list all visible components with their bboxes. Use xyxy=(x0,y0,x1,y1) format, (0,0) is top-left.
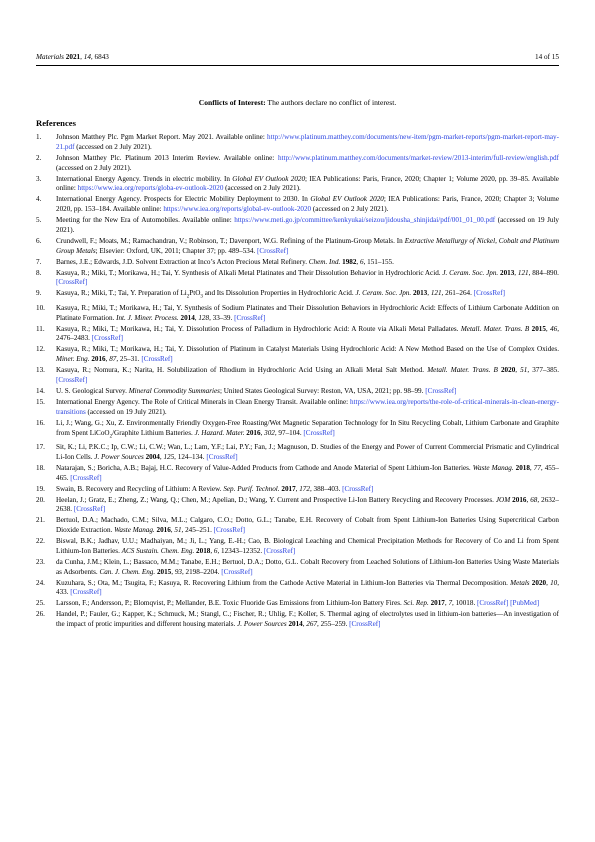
reference-url-link[interactable]: https://www.iea.org/reports/global-ev-outlook-2020 xyxy=(163,205,312,214)
crossref-link[interactable]: [CrossRef] xyxy=(206,452,238,461)
reference-item xyxy=(36,154,559,174)
reference-text: , xyxy=(356,257,360,266)
reference-text: , xyxy=(302,620,307,629)
reference-text: Johnson Matthey Plc. Platinum 2013 Interim Review. Available online: xyxy=(56,153,278,162)
references-heading: References xyxy=(36,118,76,128)
reference-italic-text: Miner. Eng. xyxy=(56,355,90,364)
reference-number: 12. xyxy=(36,345,45,354)
reference-text: Kasuya, R.; Nomura, K.; Narita, H. Solubilization of Rhodium in Hydrochloric Acid Using an Alkali Metal Salt Method. xyxy=(56,366,428,375)
reference-italic-text: J. Ceram. Soc. Jpn. xyxy=(442,268,499,277)
crossref-link[interactable]: [CrossRef] xyxy=(70,588,102,597)
reference-text: , 433. xyxy=(56,578,559,597)
reference-text: , 151–155. xyxy=(363,257,394,266)
reference-item xyxy=(36,325,559,345)
reference-italic-text: 46 xyxy=(550,324,558,333)
reference-text: , xyxy=(515,366,521,375)
reference-item xyxy=(36,599,559,609)
reference-text: Crundwell, F.; Moats, M.; Ramachandran, V.; Robinson, T.; Davenport, W.G. Refining of the Platinum-Group Metals. In xyxy=(56,236,405,245)
reference-item xyxy=(36,537,559,557)
reference-number: 14. xyxy=(36,386,45,395)
reference-item xyxy=(36,485,559,495)
journal-citation: Materials 2021, 14, 6843 xyxy=(36,53,109,61)
reference-number: 22. xyxy=(36,537,45,546)
crossref-link[interactable]: [PubMed] xyxy=(510,599,540,608)
reference-text: da Cunha, J.M.; Klein, L.; Bassaco, M.M.; Tanabe, E.H.; Bertuol, D.A.; Dotto, G.L. Cobalt Recovery from Leached Solutions of Lithium-Ion Batteries Using Waste Materials as Adsorbents. xyxy=(56,557,559,576)
reference-number: 8. xyxy=(36,268,42,277)
reference-list xyxy=(36,133,559,631)
crossref-link[interactable]: [CrossRef] xyxy=(213,526,245,535)
reference-number: 9. xyxy=(36,289,42,298)
header-divider xyxy=(36,65,559,66)
reference-italic-text: Int. J. Miner. Process. xyxy=(116,313,179,322)
reference-italic-text: 10 xyxy=(550,578,558,587)
reference-year: 2016 xyxy=(246,428,261,437)
reference-number: 26. xyxy=(36,610,45,619)
crossref-link[interactable]: [CrossRef] xyxy=(256,246,289,255)
reference-number: 15. xyxy=(36,397,45,406)
reference-text: , 377–385. xyxy=(527,366,559,375)
reference-number: 6. xyxy=(36,236,42,245)
reference-text: ; Elsevier: Oxford, UK, 2011; Chapter 37; pp. 489–534. xyxy=(95,246,257,255)
reference-year: 2016 xyxy=(512,495,527,504)
reference-text: U. S. Geological Survey. xyxy=(56,386,129,395)
reference-italic-text: ACS Sustain. Chem. Eng. xyxy=(121,546,195,555)
reference-italic-text: Waste Manag. xyxy=(114,526,155,535)
reference-italic-text: 93 xyxy=(174,567,182,576)
reference-text: , xyxy=(427,289,431,298)
crossref-link[interactable]: [CrossRef] xyxy=(56,376,88,384)
reference-italic-text: 7 xyxy=(448,599,453,608)
running-header xyxy=(36,53,559,65)
reference-year: 2015 xyxy=(531,324,546,333)
reference-italic-text: Metals xyxy=(510,578,530,587)
reference-text: Kasuya, R.; Miki, T.; Morikawa, H.; Tai, Y. Synthesis of Alkali Metal Platinates and Their Dissolution Behavior in Hydrochloric Acid. xyxy=(56,268,443,277)
reference-item xyxy=(36,269,559,289)
reference-text: Heelan, J.; Gratz, E.; Zheng, Z.; Wang, Q.; Chen, M.; Apelian, D.; Wang, Y. Current and Prospective Li-Ion Battery Recycling and Recovery Processes. xyxy=(56,495,496,504)
reference-year: 2015 xyxy=(156,567,172,576)
reference-number: 23. xyxy=(36,557,45,566)
reference-year: 2014 xyxy=(288,620,303,629)
reference-text: , xyxy=(545,324,551,333)
reference-text: , 25–31. xyxy=(116,355,142,364)
reference-number: 24. xyxy=(36,578,45,587)
reference-italic-text: 172 xyxy=(299,484,310,493)
reference-text: , 388–403. xyxy=(309,484,343,493)
reference-italic-text: Global EV Outlook 2020 xyxy=(310,195,384,204)
reference-text: , xyxy=(514,268,518,277)
reference-item xyxy=(36,387,559,397)
reference-number: 13. xyxy=(36,366,45,375)
reference-item xyxy=(36,175,559,195)
reference-number: 19. xyxy=(36,484,45,493)
reference-italic-text: 51 xyxy=(174,526,182,535)
reference-text: , 12343–12352. xyxy=(217,546,264,555)
reference-item xyxy=(36,610,559,630)
reference-text: , xyxy=(159,452,164,461)
crossref-link[interactable]: [CrossRef] xyxy=(91,334,124,343)
reference-subscript: 2 xyxy=(186,294,190,300)
crossref-link[interactable]: [CrossRef] xyxy=(303,428,335,437)
article-number: , 6843 xyxy=(90,53,109,61)
reference-italic-text: J. Power Sources xyxy=(237,620,287,629)
reference-year: 2004 xyxy=(145,452,160,461)
reference-year: 2018 xyxy=(515,463,530,472)
reference-text: Li, J.; Wang, G.; Xu, Z. Environmentally Friendly Oxygen-Free Roasting/Wet Magnetic Separation Technology for In Situ Recycling Cobalt, Lithium Carbonate and Graphite from Spent LiCoO xyxy=(56,418,559,437)
reference-text: , xyxy=(210,546,214,555)
conflicts-text: The authors declare no conflict of interest. xyxy=(265,98,397,107)
reference-italic-text: 128 xyxy=(198,313,210,322)
reference-year: 2013 xyxy=(500,268,515,277)
reference-item xyxy=(36,216,559,236)
crossref-link[interactable]: [CrossRef] xyxy=(73,505,106,514)
crossref-link[interactable]: [CrossRef] xyxy=(141,355,173,364)
reference-number: 5. xyxy=(36,216,42,225)
reference-text: and Its Dissolution Properties in Hydrochloric Acid. xyxy=(202,289,356,298)
reference-italic-text: 267 xyxy=(306,620,318,629)
crossref-link[interactable]: [CrossRef] xyxy=(477,599,509,608)
reference-italic-text: Sep. Purif. Technol. xyxy=(223,484,280,493)
reference-item xyxy=(36,419,559,442)
reference-number: 25. xyxy=(36,599,45,608)
reference-subscript: 3 xyxy=(200,294,203,300)
reference-text: Meeting for the New Era of Automobiles. Available online: xyxy=(56,216,235,225)
reference-item xyxy=(36,289,559,302)
reference-italic-text: 77 xyxy=(533,463,541,472)
reference-year: 2014 xyxy=(180,313,195,322)
reference-italic-text: Mineral Commodity Summaries xyxy=(128,386,220,395)
reference-italic-text: Can. J. Chem. Eng. xyxy=(99,567,156,576)
reference-text: Johnson Matthey Plc. Pgm Market Report. May 2021. Available online: xyxy=(56,133,268,141)
reference-number: 17. xyxy=(36,442,45,451)
crossref-link[interactable]: [CrossRef] xyxy=(221,567,253,576)
reference-text: Natarajan, S.; Boricha, A.B.; Bajaj, H.C. Recovery of Value-Added Products from Cathode and Anode Material of Spent Lithium-Ion Batteries. xyxy=(56,463,473,472)
reference-text: , xyxy=(105,355,110,364)
reference-url-link[interactable]: https://www.meti.go.jp/committee/kenkyukai/seizou/jidousha_shinjidai/pdf/001_01_00.pdf xyxy=(234,216,496,225)
reference-text: , 2632–2638. xyxy=(56,495,559,514)
reference-number: 18. xyxy=(36,463,45,472)
reference-text: (accessed on 19 July 2021). xyxy=(85,407,167,416)
reference-text: Handel, P.; Fauler, G.; Kapper, K.; Schmuck, M.; Stangl, C.; Fischer, R.; Uhlig, F.; Koller, S. Thermal aging of electrolytes used in lithium-ion batteries—An investigation of the impact of protic impurities and different housing materials. xyxy=(56,610,559,629)
reference-italic-text: Metall. Mater. Trans. B xyxy=(427,366,498,375)
conflicts-of-interest xyxy=(0,98,595,107)
reference-text: , 884–890. xyxy=(528,268,559,277)
reference-italic-text: 125 xyxy=(163,452,175,461)
reference-year: 2016 xyxy=(91,355,106,364)
reference-text: , xyxy=(526,495,531,504)
reference-item xyxy=(36,398,559,418)
reference-text: International Energy Agency. Trends in electric mobility. In xyxy=(56,174,233,183)
page-number: 14 of 15 xyxy=(535,53,559,61)
reference-text: Kasuya, R.; Miki, T.; Morikawa, H.; Tai, Y. Dissolution of Platinum in Catalyst Materials Using Hydrochloric Acid: A New Method Based on the Use of Complex Oxides. xyxy=(56,345,559,354)
reference-item xyxy=(36,443,559,463)
reference-text: , 97–104. xyxy=(274,428,304,437)
reference-item xyxy=(36,464,559,484)
reference-year: 2016 xyxy=(156,526,171,535)
reference-italic-text: Sci. Rep. xyxy=(403,599,429,608)
reference-number: 20. xyxy=(36,495,45,504)
reference-year: 2018 xyxy=(196,546,211,555)
reference-year: 2020 xyxy=(500,366,516,375)
crossref-link[interactable]: [CrossRef] xyxy=(263,546,296,555)
reference-italic-text: 6 xyxy=(213,546,218,555)
reference-item xyxy=(36,304,559,324)
reference-text: , xyxy=(194,313,199,322)
reference-text: (accessed on 2 July 2021). xyxy=(74,142,152,151)
reference-italic-text: 121 xyxy=(517,268,529,277)
reference-subscript: 2 xyxy=(109,433,113,439)
reference-item xyxy=(36,496,559,516)
reference-text: PtO xyxy=(189,289,201,298)
reference-text: Kasuya, R.; Miki, T.; Tai, Y. Preparation of Li xyxy=(56,289,187,298)
reference-text: International Energy Agency. Prospects for Electric Mobility Deployment to 2030. In xyxy=(56,195,311,204)
journal-year: 2021 xyxy=(65,53,81,61)
reference-text: Swain, B. Recovery and Recycling of Lithium: A Review. xyxy=(56,484,224,493)
reference-italic-text: J. Ceram. Soc. Jpn. xyxy=(355,289,412,298)
reference-text: /Graphite Lithium Batteries. xyxy=(112,428,195,437)
reference-text: ; United States Geological Survey: Reston, VA, USA, 2021; pp. 98–99. xyxy=(219,386,426,395)
reference-text: Kasuya, R.; Miki, T.; Morikawa, H.; Tai, Y. Dissolution Process of Palladium in Hydrochloric Acid: A Route via Alkali Metal Palladates. xyxy=(56,324,461,333)
reference-url-link[interactable]: http://www.platinum.matthey.com/documents/new-item/pgm-market-reports/pgm-market-report-may-21.pdf xyxy=(56,133,559,151)
reference-text: Barnes, J.E.; Edwards, J.D. Solvent Extraction at Inco’s Acton Precious Metal Refinery. xyxy=(56,257,309,266)
crossref-link[interactable]: [CrossRef] xyxy=(425,386,457,395)
reference-text: ; IEA Publications: Paris, France, 2020; Chapter 3; Volume 2020, pp. 153–184. Available online: xyxy=(56,195,560,214)
journal-volume: 14 xyxy=(83,53,91,61)
reference-text: , 255–259. xyxy=(317,620,350,629)
reference-text: , xyxy=(529,463,534,472)
reference-number: 4. xyxy=(36,195,42,204)
reference-italic-text: 121 xyxy=(430,289,442,298)
reference-text: , xyxy=(546,578,551,587)
crossref-link[interactable]: [CrossRef] xyxy=(342,484,374,493)
reference-item xyxy=(36,345,559,365)
reference-text: Kuzuhara, S.; Ota, M.; Tsugita, F.; Kasuya, R. Recovering Lithium from the Cathode Active Material in Lithium-Ion Batteries via Thermal Decomposition. xyxy=(56,578,511,587)
reference-year: 2017 xyxy=(281,484,296,493)
reference-url-link[interactable]: https://www.iea.org/reports/globa-ev-outlook-2020 xyxy=(77,184,224,193)
reference-text: (accessed on 19 July 2021). xyxy=(56,216,559,234)
reference-url-link[interactable]: http://www.platinum.matthey.com/documents/market-review/2013-interim/full-review/english.pdf xyxy=(277,153,559,162)
reference-text: , xyxy=(170,526,175,535)
reference-item xyxy=(36,258,559,268)
reference-italic-text: J. Hazard. Mater. xyxy=(194,428,245,437)
reference-text: , xyxy=(171,567,175,576)
reference-italic-text: J. Power Sources xyxy=(94,452,144,461)
reference-italic-text: 302 xyxy=(264,428,275,437)
reference-text: , 33–39. xyxy=(209,313,235,322)
reference-number: 16. xyxy=(36,418,45,427)
reference-number: 1. xyxy=(36,133,42,141)
reference-italic-text: Extractive Metallurgy of Nickel, Cobalt and Platinum Group Metals xyxy=(56,236,559,255)
reference-text: International Energy Agency. The Role of Critical Minerals in Clean Energy Transit. Available online: xyxy=(56,397,350,406)
reference-text: , xyxy=(295,484,300,493)
crossref-link[interactable]: [CrossRef] xyxy=(349,620,381,629)
reference-text: , 10018. xyxy=(452,599,478,608)
reference-number: 7. xyxy=(36,257,42,266)
reference-italic-text: Global EV Outlook 2020 xyxy=(232,174,306,183)
conflicts-label: Conflicts of Interest: xyxy=(198,98,266,107)
reference-italic-text: 51 xyxy=(520,366,528,375)
reference-text: Sit, K.; Li, P.K.C.; Ip, C.W.; Li, C.W.; Wan, L.; Lam, Y.F.; Lai, P.Y.; Fan, J.; Magnuson, D. Studies of the Energy and Power of Current Commercial Prismatic and Cylindrical Li-Ion Cells. xyxy=(56,442,559,461)
reference-text: (accessed on 2 July 2021). xyxy=(56,163,132,172)
reference-text: (accessed on 2 July 2021). xyxy=(311,205,389,214)
reference-number: 2. xyxy=(36,153,42,162)
reference-text: Biswal, B.K.; Jadhav, U.U.; Madhaiyan, M.; Ji, L.; Yang, E.-H.; Cao, B. Biological Leaching and Chemical Precipitation Methods for Recovery of Co and Li from Spent Lithium-Ion Batteries. xyxy=(56,537,559,555)
crossref-link[interactable]: [CrossRef] xyxy=(473,289,506,298)
reference-text: , 124–134. xyxy=(174,452,207,461)
crossref-link[interactable]: [CrossRef] xyxy=(70,473,102,482)
reference-text: Bertuol, D.A.; Machado, C.M.; Silva, M.L.; Calgaro, C.O.; Dotto, G.L.; Tanabe, E.H. Recovery of Cobalt from Spent Lithium-Ion Batteries Using Supercritical Carbon Dioxide Extraction. xyxy=(56,516,559,535)
reference-item xyxy=(36,516,559,536)
reference-italic-text: Chem. Ind. xyxy=(308,257,341,266)
reference-italic-text: Metall. Mater. Trans. B xyxy=(460,324,530,333)
crossref-link[interactable]: [CrossRef] xyxy=(234,313,266,322)
reference-text: , 2476–2483. xyxy=(56,324,559,343)
reference-item xyxy=(36,579,559,599)
crossref-link[interactable]: [CrossRef] xyxy=(56,278,88,287)
reference-text: , 455–465. xyxy=(56,463,559,482)
reference-text: Kasuya, R.; Miki, T.; Morikawa, H.; Tai, Y. Synthesis of Sodium Platinates and Their Dissolution Behaviors in Hydrochloric Acid: Effects of Lithium Carbonate Addition on Platinate Formation. xyxy=(56,303,559,322)
reference-text: , xyxy=(260,428,265,437)
reference-italic-text: 68 xyxy=(530,495,538,504)
reference-year: 2013 xyxy=(412,289,428,298)
reference-year: 2017 xyxy=(430,599,445,608)
reference-italic-text: JOM xyxy=(495,495,511,504)
reference-number: 11. xyxy=(36,324,45,333)
reference-year: 2020 xyxy=(531,578,547,587)
reference-text: , 261–264. xyxy=(441,289,474,298)
reference-italic-text: 6 xyxy=(359,257,364,266)
reference-text: ; IEA Publications: Paris, France, 2020; Chapter 1; Volume 2020, pp. 39–85. Available online: xyxy=(56,174,559,193)
reference-italic-text: Waste Manag. xyxy=(472,463,514,472)
journal-name: Materials xyxy=(36,53,64,61)
reference-text: , 245–251. xyxy=(181,526,214,535)
reference-item xyxy=(36,366,559,386)
reference-item xyxy=(36,133,559,153)
reference-url-link[interactable]: https://www.iea.org/reports/the-role-of-critical-minerals-in-clean-energy-transitions xyxy=(56,397,559,416)
reference-item xyxy=(36,558,559,578)
reference-number: 21. xyxy=(36,516,45,525)
reference-text: Larsson, F.; Andersson, P.; Blomqvist, P.; Mellander, B.E. Toxic Fluoride Gas Emissions from Lithium-Ion Battery Fires. xyxy=(56,599,404,608)
reference-text: , xyxy=(444,599,449,608)
reference-text: , 2198–2204. xyxy=(181,567,222,576)
reference-number: 10. xyxy=(36,303,45,312)
reference-number: 3. xyxy=(36,174,42,183)
reference-year: 1982 xyxy=(342,257,357,266)
reference-italic-text: 87 xyxy=(109,355,117,364)
reference-text: (accessed on 2 July 2021). xyxy=(223,184,301,193)
reference-item xyxy=(36,195,559,215)
reference-item xyxy=(36,237,559,257)
